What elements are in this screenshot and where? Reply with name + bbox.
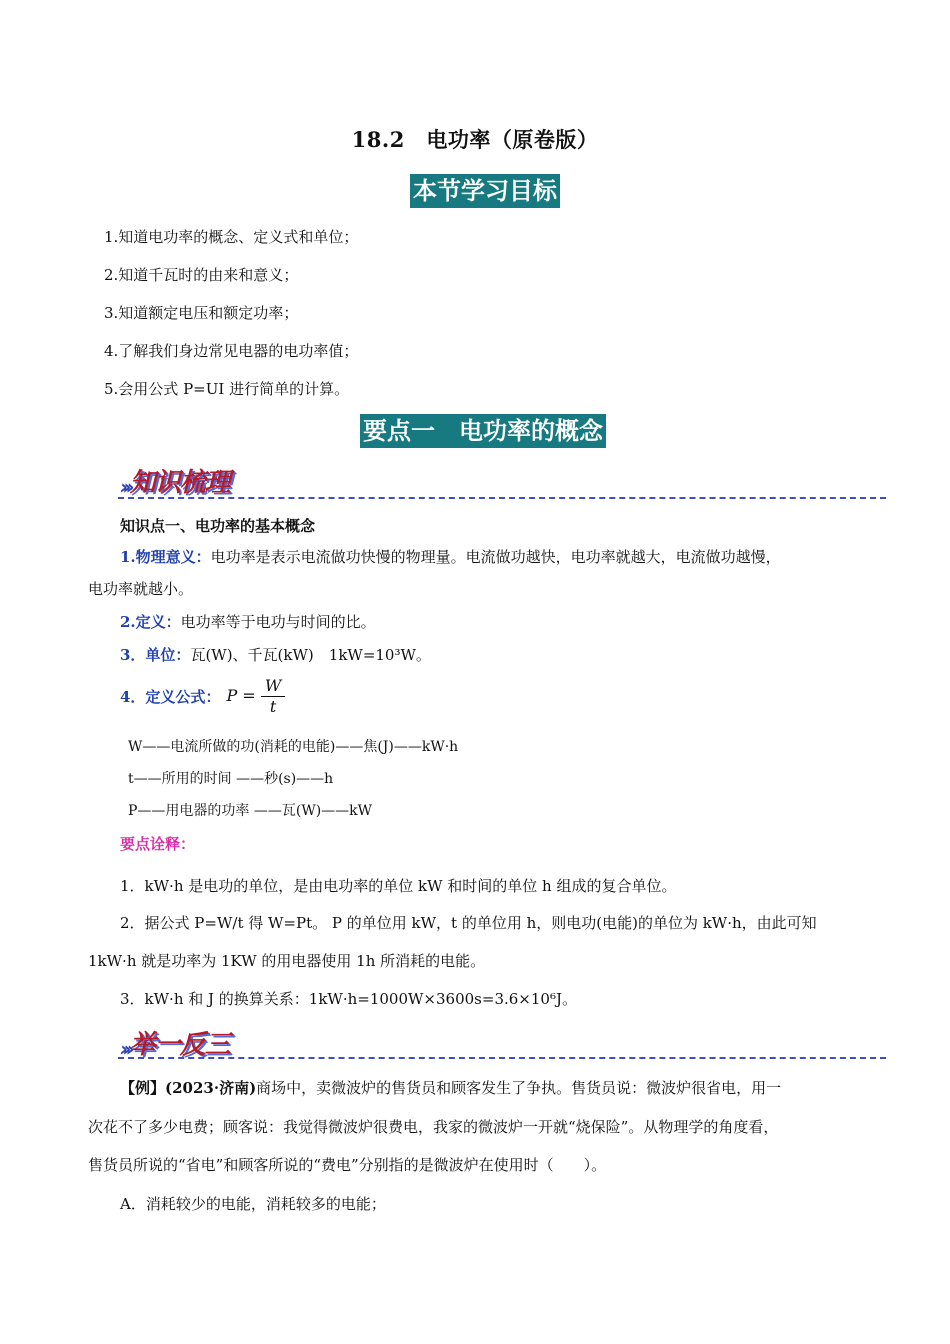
k2-paragraph: [120, 612, 376, 632]
power-formula: [226, 676, 285, 717]
variable-line: P——用电器的功率 ——瓦(W)——kW: [128, 803, 373, 819]
option-a: A．消耗较少的电能，消耗较多的电能；: [120, 1195, 386, 1213]
k1-text-cont: 电功率就越小。: [88, 580, 194, 598]
example-text-cont: 售货员所说的“省电”和顾客所说的“费电”分别指的是微波炉在使用时（ ）。: [88, 1156, 607, 1174]
formula-lhs: P =: [226, 686, 256, 705]
divider: [118, 497, 886, 499]
k4-label: 4．定义公式：: [120, 687, 221, 706]
formula-denominator: t: [269, 697, 277, 716]
knowledge-banner-label: 知识梳理: [129, 468, 230, 498]
objective-item: 5.会用公式 P=UI 进行简单的计算。: [104, 380, 350, 398]
point-one-heading: 要点一 电功率的概念: [360, 414, 606, 448]
practice-banner-label: 举一反三: [129, 1030, 230, 1060]
objective-item: 3.知道额定电压和额定功率；: [104, 304, 299, 322]
variable-line: t——所用的时间 ——秒(s)——h: [128, 771, 334, 787]
formula-numerator: W: [261, 676, 285, 697]
k1-text: 电功率是表示电流做功快慢的物理量。电流做功越快，电功率就越大，电流做功越慢，: [210, 548, 781, 566]
k1-label: 1.物理意义：: [120, 548, 211, 566]
objective-item: 2.知道千瓦时的由来和意义；: [104, 266, 299, 284]
k2-label: 2.定义：: [120, 613, 181, 631]
k4-paragraph: [120, 676, 285, 717]
k3-label: 3．单位：: [120, 646, 191, 664]
divider: [118, 1057, 886, 1059]
k2-text: 电功率等于电功与时间的比。: [180, 613, 376, 631]
note-item: 3．kW·h 和 J 的换算关系：1kW·h=1000W×3600s=3.6×10⁶J。: [120, 990, 577, 1008]
objective-item: 4.了解我们身边常见电器的电功率值；: [104, 342, 359, 360]
example-paragraph: [120, 1078, 781, 1098]
objective-item: 1.知道电功率的概念、定义式和单位；: [104, 228, 359, 246]
note-item: 1．kW·h 是电功的单位，是由电功率的单位 kW 和时间的单位 h 组成的复合单位。: [120, 877, 677, 895]
arrows-icon: ›››: [120, 1037, 130, 1061]
note-item: 2．据公式 P=W/t 得 W=Pt。 P 的单位用 kW，t 的单位用 h，则电功(电能)的单位为 kW·h，由此可知: [120, 914, 817, 932]
k3-text: 瓦(W)、千瓦(kW) 1kW=10³W。: [190, 646, 431, 664]
page-title: 18.2 电功率（原卷版）: [351, 127, 599, 152]
k3-paragraph: [120, 645, 431, 665]
section-goals-heading: 本节学习目标: [410, 174, 560, 208]
example-label: 【例】(2023·济南): [120, 1079, 257, 1097]
example-text-cont: 次花不了多少电费；顾客说：我觉得微波炉很费电，我家的微波炉一开就“烧保险”。从物理学的角度看，: [88, 1118, 779, 1136]
practice-banner: [120, 1024, 230, 1061]
variable-line: W——电流所做的功(消耗的电能)——焦(J)——kW·h: [128, 739, 459, 755]
k1-paragraph: [120, 547, 781, 567]
formula-fraction: [261, 676, 285, 717]
note-item-cont: 1kW·h 就是功率为 1KW 的用电器使用 1h 所消耗的电能。: [88, 952, 486, 970]
notes-label: 要点诠释：: [120, 835, 196, 853]
knowledge-banner: [120, 462, 230, 499]
arrows-icon: ›››: [120, 475, 130, 499]
knowledge-heading: 知识点一、电功率的基本概念: [120, 517, 316, 535]
example-text: 商场中，卖微波炉的售货员和顾客发生了争执。售货员说：微波炉很省电，用一: [256, 1079, 782, 1097]
